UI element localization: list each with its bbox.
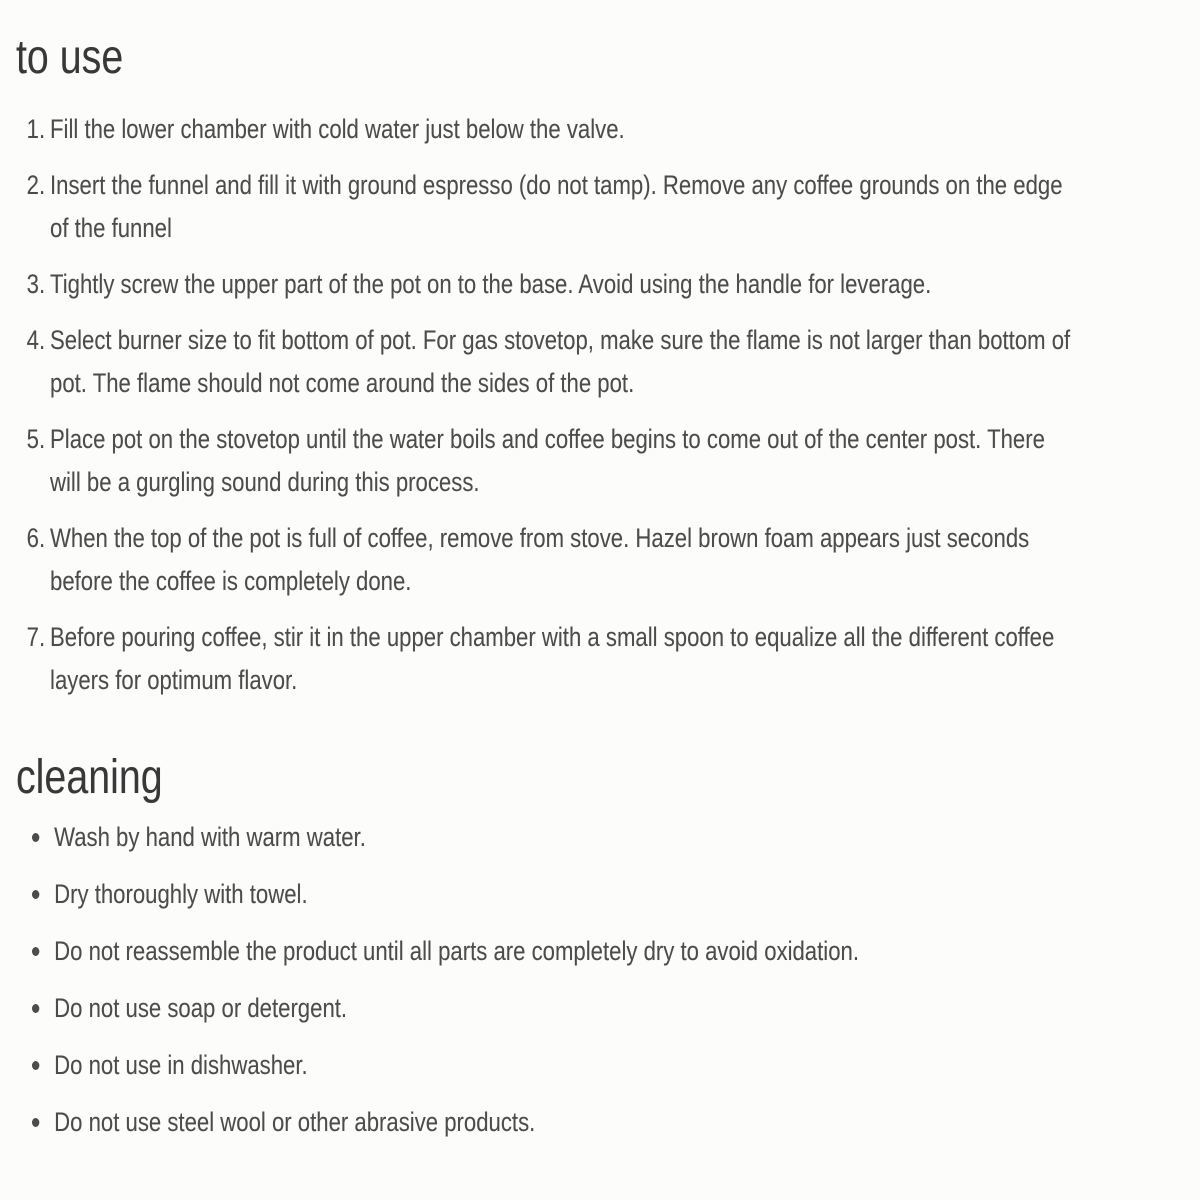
cleaning-line: Do not use in dishwasher.	[54, 1050, 308, 1080]
cleaning-text	[54, 930, 859, 973]
step-line: Fill the lower chamber with cold water just below the valve.	[50, 114, 625, 144]
cleaning-item-5	[0, 1044, 984, 1087]
step-number: 7.	[26, 622, 46, 652]
step-number: 6.	[26, 523, 46, 553]
cleaning-item-2	[0, 873, 984, 916]
step-item-5	[0, 418, 1045, 504]
step-line: Select burner size to fit bottom of pot. For gas stovetop, make sure the flame is not larger than bottom of	[50, 325, 1071, 355]
step-line: Insert the funnel and fill it with ground espresso (do not tamp). Remove any coffee grounds on the edge	[50, 170, 1063, 200]
step-text	[50, 319, 1070, 405]
cleaning-item-6	[0, 1101, 984, 1144]
step-item-4	[0, 319, 1071, 405]
cleaning-text	[54, 1044, 308, 1087]
bullet-icon	[32, 1061, 39, 1070]
step-line: before the coffee is completely done.	[50, 566, 412, 596]
step-line: Before pouring coffee, stir it in the upper chamber with a small spoon to equalize all the different coffee	[50, 622, 1055, 652]
cleaning-list	[0, 816, 1200, 1144]
cleaning-text	[54, 816, 366, 859]
step-text	[50, 263, 931, 306]
step-number: 4.	[26, 325, 46, 355]
cleaning-line: Do not reassemble the product until all parts are completely dry to avoid oxidation.	[54, 936, 859, 966]
step-text	[50, 164, 1062, 250]
cleaning-text	[54, 1101, 535, 1144]
step-item-7	[0, 616, 1055, 702]
step-number: 3.	[26, 269, 46, 299]
section-cleaning	[0, 750, 1200, 1144]
step-line: When the top of the pot is full of coffee, remove from stove. Hazel brown foam appears just seconds	[50, 523, 1030, 553]
bullet-icon	[32, 890, 39, 899]
step-text	[50, 418, 1045, 504]
step-item-6	[0, 517, 1030, 603]
step-number: 5.	[26, 424, 46, 454]
step-line: Place pot on the stovetop until the water boils and coffee begins to come out of the center post. There	[50, 424, 1045, 454]
cleaning-line: Do not use steel wool or other abrasive products.	[54, 1107, 536, 1137]
cleaning-line: Do not use soap or detergent.	[54, 993, 348, 1023]
cleaning-heading: cleaning	[16, 751, 163, 804]
step-number: 1.	[26, 114, 46, 144]
cleaning-item-4	[0, 987, 984, 1030]
section-to-use	[0, 30, 1200, 702]
to-use-steps-list	[0, 108, 1200, 702]
bullet-icon	[32, 1004, 39, 1013]
step-text	[50, 517, 1029, 603]
bullet-icon	[32, 833, 39, 842]
step-number: 2.	[26, 170, 46, 200]
cleaning-line: Wash by hand with warm water.	[54, 822, 366, 852]
cleaning-item-3	[0, 930, 984, 973]
bullet-icon	[32, 947, 39, 956]
bullet-icon	[32, 1118, 39, 1127]
step-text	[50, 108, 625, 151]
step-line: will be a gurgling sound during this process.	[50, 467, 480, 497]
step-item-3	[0, 263, 984, 306]
step-line: pot. The flame should not come around the sides of the pot.	[50, 368, 635, 398]
to-use-heading: to use	[16, 31, 124, 84]
cleaning-text	[54, 873, 307, 916]
cleaning-item-1	[0, 816, 984, 859]
cleaning-text	[54, 987, 347, 1030]
step-text	[50, 616, 1054, 702]
step-line: of the funnel	[50, 213, 172, 243]
step-item-1	[0, 108, 984, 151]
step-line: Tightly screw the upper part of the pot on to the base. Avoid using the handle for leverage.	[50, 269, 932, 299]
cleaning-line: Dry thoroughly with towel.	[54, 879, 308, 909]
step-item-2	[0, 164, 1063, 250]
step-line: layers for optimum flavor.	[50, 665, 298, 695]
